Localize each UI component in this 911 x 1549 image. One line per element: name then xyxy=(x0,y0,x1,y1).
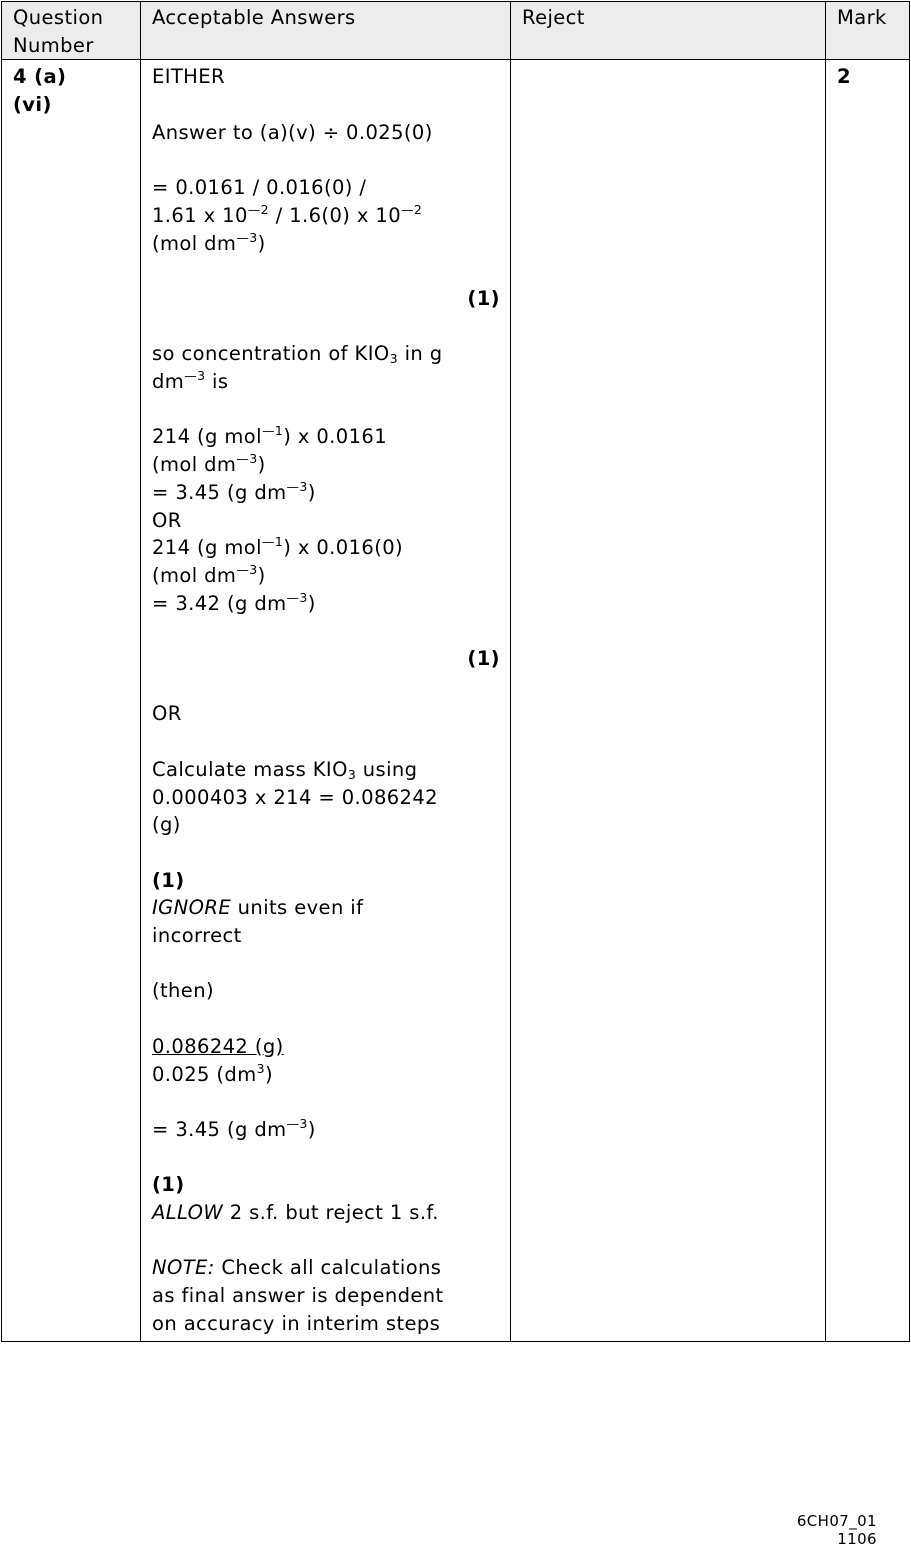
mark-scheme-table xyxy=(1,1,910,1342)
header-question-number: Question Number xyxy=(2,2,141,60)
step1-unit: (mol $dm^{—3}$) xyxy=(152,229,266,255)
ignore-line-a: IGNORE units even if xyxy=(152,896,364,920)
calc2-unit: (mol $dm^{—3}$) xyxy=(152,561,266,587)
question-subpart: (vi) xyxy=(13,93,52,117)
concentration-line-b: $dm^{—3}$ is xyxy=(152,368,229,394)
allow-line: ALLOW 2 s.f. but reject 1 s.f. xyxy=(152,1201,439,1225)
header-mark: Mark xyxy=(826,2,910,60)
header-row xyxy=(2,2,910,60)
either-label: EITHER xyxy=(152,65,225,89)
series-code: 1106 xyxy=(837,1530,877,1548)
note-line-b: as final answer is dependent xyxy=(152,1284,444,1308)
note-line-c: on accuracy in interim steps xyxy=(152,1311,441,1335)
fraction-numerator: 0.086242 (g) xyxy=(152,1034,284,1058)
mark-value: 2 xyxy=(837,65,851,89)
question-part: 4 (a) xyxy=(13,65,67,89)
or-inline: OR xyxy=(152,508,182,532)
then-label: (then) xyxy=(152,979,214,1003)
page-footer xyxy=(797,1512,877,1548)
concentration-line-a: so concentration of $KIO_3$ in g xyxy=(152,342,443,367)
or-block: OR xyxy=(152,702,182,726)
mark-one-b: (1) xyxy=(467,647,500,671)
mass-line-a: Calculate mass $KIO_3$ using xyxy=(152,757,418,782)
calc2-result: = 3.42 (g $dm^{—3}$) xyxy=(152,589,316,615)
paper-code: 6CH07_01 xyxy=(796,1512,877,1530)
table-row xyxy=(2,60,910,1342)
mark-cell xyxy=(826,60,910,1342)
acceptable-answers-cell xyxy=(141,60,511,1342)
question-number-cell xyxy=(2,60,141,1342)
ignore-line-b: incorrect xyxy=(152,924,242,948)
fraction-denominator: 0.025 $(dm^3)$ xyxy=(152,1060,273,1086)
mass-line-c: (g) xyxy=(152,813,181,837)
calc1-line: 214 (g mol$^{—1}$) x 0.0161 xyxy=(152,423,387,449)
calc1-result: = 3.45 (g $dm^{—3}$) xyxy=(152,478,316,504)
calc1-unit: (mol $dm^{—3}$) xyxy=(152,451,266,477)
header-acceptable-answers: Acceptable Answers xyxy=(141,2,511,60)
mark-one-a: (1) xyxy=(467,286,500,310)
reject-cell xyxy=(511,60,826,1342)
final-result: = 3.45 (g $dm^{—3}$) xyxy=(152,1115,316,1141)
calc2-line: 214 (g mol$^{—1}$) x 0.016(0) xyxy=(152,534,404,560)
note-line-a: NOTE: Check all calculations xyxy=(152,1256,442,1280)
mark-one-d: (1) xyxy=(152,1173,185,1197)
header-reject: Reject xyxy=(511,2,826,60)
mass-line-b: 0.000403 x 214 = 0.086242 xyxy=(152,785,438,809)
mark-one-c: (1) xyxy=(152,868,185,892)
step1-line: Answer to (a)(v) ÷ 0.025(0) xyxy=(152,120,433,144)
step1-result-a: = 0.0161 / 0.016(0) / xyxy=(152,176,367,200)
step1-result-b: 1.61 x $10^{—2} / 1.6(0)$ x $10^{—2}$ xyxy=(152,201,423,227)
